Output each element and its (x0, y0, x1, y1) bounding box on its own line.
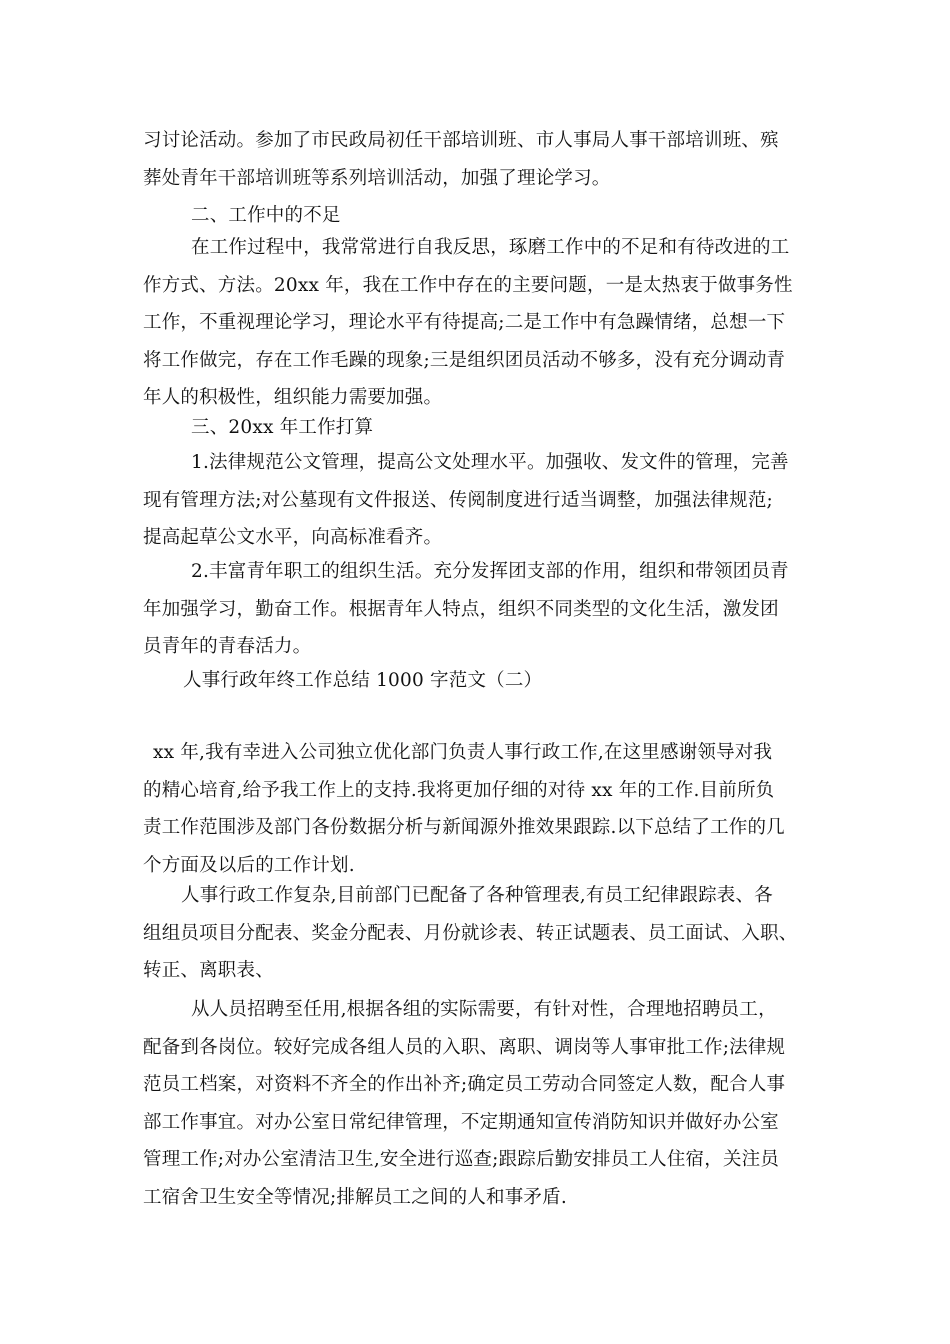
text-line: 年加强学习，勤奋工作。根据青年人特点，组织不同类型的文化生活，激发团 (143, 598, 779, 620)
text-line: 的精心培育,给予我工作上的支持.我将更加仔细的对待 xx 年的工作.目前所负 (143, 779, 775, 801)
text-line: 习讨论活动。参加了市民政局初任干部培训班、市人事局人事干部培训班、殡 (143, 130, 779, 151)
document-title: 人事行政年终工作总结 1000 字范文（二） (183, 670, 543, 691)
text-line: 1.法律规范公文管理，提高公文处理水平。加强收、发文件的管理，完善 (191, 452, 789, 473)
text-line: xx 年,我有幸进入公司独立优化部门负责人事行政工作,在这里感谢领导对我 (153, 742, 773, 763)
text-line: 部工作事宜。对办公室日常纪律管理，不定期通知宣传消防知识并做好办公室 (143, 1111, 779, 1133)
text-line: 组组员项目分配表、奖金分配表、月份就诊表、转正试题表、员工面试、入职、 (143, 922, 798, 944)
plan-item-2 (143, 553, 808, 666)
text-line: 将工作做完，存在工作毛躁的现象;三是组织团员活动不够多，没有充分调动青 (143, 349, 786, 371)
text-line: 提高起草公文水平，向高标准看齐。 (143, 527, 443, 548)
text-line: 范员工档案，对资料不齐全的作出补齐;确定员工劳动合同签定人数，配合人事 (143, 1074, 786, 1095)
text-line: 工宿舍卫生安全等情况;排解员工之间的人和事矛盾. (143, 1186, 567, 1208)
text-line: 葬处青年干部培训班等系列培训活动，加强了理论学习。 (143, 167, 611, 189)
management-tables-paragraph (143, 877, 808, 990)
text-line: 员青年的青春活力。 (143, 636, 312, 657)
text-line: 2.丰富青年职工的组织生活。充分发挥团支部的作用，组织和带领团员青 (191, 561, 789, 582)
text-line: 转正、离职表、 (143, 960, 274, 981)
text-line: 责工作范围涉及部门各份数据分析与新闻源外推效果跟踪.以下总结了工作的几 (143, 817, 785, 838)
text-line: 在工作过程中，我常常进行自我反思，琢磨工作中的不足和有待改进的工 (191, 237, 790, 258)
text-line: 管理工作;对办公室清洁卫生,安全进行巡查;跟踪后勤安排员工人住宿，关注员 (143, 1149, 780, 1170)
section-heading: 三、20xx 年工作打算 (191, 417, 374, 438)
text-line: 作方式、方法。20xx 年，我在工作中存在的主要问题，一是太热衷于做事务性 (143, 274, 793, 296)
text-line: 配备到各岗位。较好完成各组人员的入职、离职、调岗等人事审批工作;法律规 (143, 1036, 786, 1058)
text-line: 个方面及以后的工作计划. (143, 854, 355, 876)
heading-plan (143, 409, 808, 447)
text-line: 人事行政工作复杂,目前部门已配备了各种管理表,有员工纪律跟踪表、各 (181, 885, 773, 906)
intro-paragraph (143, 734, 808, 884)
text-line: 现有管理方法;对公墓现有文件报送、传阅制度进行适当调整，加强法律规范; (143, 489, 773, 511)
text-line: 从人员招聘至任用,根据各组的实际需要，有针对性，合理地招聘员工， (191, 999, 777, 1020)
section-heading: 二、工作中的不足 (191, 205, 341, 226)
text-line: 工作，不重视理论学习，理论水平有待提高;二是工作中有急躁情绪，总想一下 (143, 312, 786, 333)
recruitment-paragraph (143, 991, 808, 1216)
article-title (143, 662, 808, 700)
section1-tail-paragraph (143, 122, 808, 197)
plan-item-1 (143, 444, 808, 557)
text-line: 年人的积极性，组织能力需要加强。 (143, 387, 443, 408)
shortcomings-paragraph (143, 229, 808, 417)
